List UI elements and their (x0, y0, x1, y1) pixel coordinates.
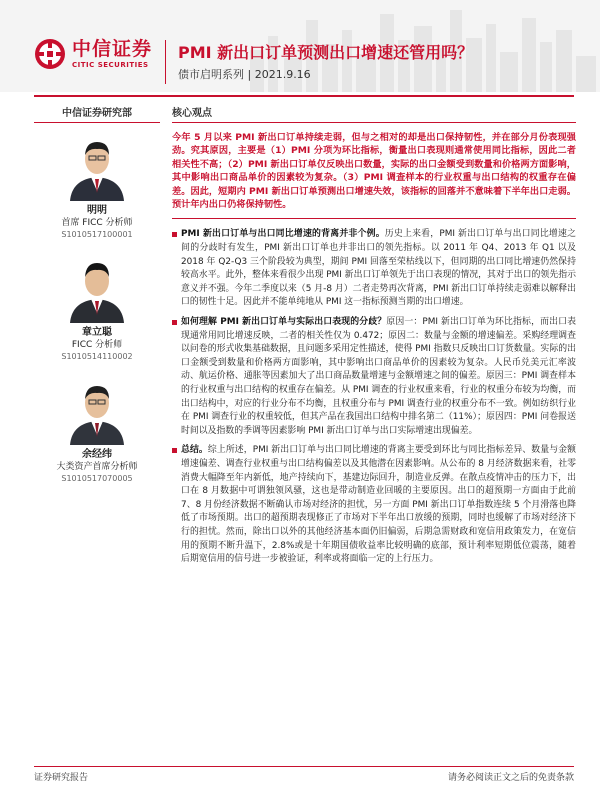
analyst-license: S1010517100001 (61, 230, 133, 239)
analyst-photo (62, 253, 132, 323)
main-content (172, 104, 576, 573)
paragraph-lead: PMI 新出口订单与出口同比增速的背离并非个例。 (181, 229, 385, 240)
section-title: 核心观点 (172, 108, 212, 119)
analyst-name: 章立聪 (82, 327, 112, 338)
section-rule (172, 122, 576, 123)
logo-chinese-name: 中信证券 (72, 38, 153, 60)
analyst-role: 大类资产首席分析师 (56, 462, 138, 472)
footer-report-type: 证券研究报告 (34, 773, 89, 783)
analyst-role: 首席 FICC 分析师 (61, 218, 133, 228)
key-points-abstract: 今年 5 月以来 PMI 新出口订单持续走弱，但与之相对的却是出口保持韧性，并在部分月份表现强劲。究其原因，主要是（1）PMI 分项为环比指标，衡量出口表现则通常使用同比指标，因此二者相关性不高；（2）PMI 新出口订单仅反映出口数量，实际的出口金额受到数量和价格两方面影响，其中影响出口商品单价的因素较为复杂。（3）PMI 调查样本的行业权重与出口结构的权重存在偏差。因此，短期内 PMI 新出口订单预测出口增速失效，该指标的回落并不意味着下半年出口走弱。预计年内出口仍将保持韧性。 (172, 132, 576, 211)
footer-rule (34, 766, 574, 767)
analyst-photo (62, 375, 132, 445)
analyst-license: S1010514110002 (61, 352, 133, 361)
analyst-column (34, 104, 160, 485)
header-red-rule (34, 95, 574, 97)
body-paragraph (172, 228, 576, 310)
paragraph-text: 综上所述，PMI 新出口订单与出口同比增速的背离主要受到环比与同比指标差异、数量与金额增速偏差、调查行业权重与出口结构偏差以及其他潜在因素影响。从公布的 8 月经济数据来看，社零消费大幅降至年内新低，地产持续向下，基建边际回升，制造业反弹。在散点疫情冲击的压力下，出口在 8 月数据中可谓独领风骚，这也是带动制造业回暖的主要原因。出口的超预期一方面由于此前 7、8 月份经济数据不断确认市场对经济的担忧，另一方面 PMI 新出口订单指数连续 5 个月滑落也降低了市场预期。出口的超预期表现修正了市场对下半年出口放缓的预期，同时也缓解了市场对经济下行的担忧。然而，除出口以外的其他经济基本面仍旧偏弱，后期急需财政和宽信用政策发力，在宽信用的预期不断升温下，2.8%或是十年期国债收益率比较明确的底部，预计利率短期低位震荡，随着后期宽信用的信号进一步被验证，利率或将面临一定的上行压力。 (181, 445, 577, 565)
header-divider (165, 40, 166, 84)
logo-english-name: CITIC SECURITIES (72, 61, 149, 69)
analyst-role: FICC 分析师 (71, 340, 123, 350)
paragraph-lead: 总结。 (181, 445, 208, 456)
footer-disclaimer: 请务必阅读正文之后的免责条款 (447, 773, 574, 783)
citic-logo-icon (34, 38, 66, 70)
analyst-name: 明明 (87, 205, 107, 216)
analyst-license: S1010517070005 (61, 474, 133, 483)
abstract-rule (172, 218, 576, 219)
bullet-square-icon (172, 232, 177, 237)
report-header (0, 0, 600, 92)
bullet-square-icon (172, 320, 177, 325)
paragraph-text: 原因一：PMI 新出口订单为环比指标，而出口表现通常用同比增速反映，二者的相关性仅为 0.472；原因二：数量与金额的增速偏差。采购经理调查以问卷的形式收集基础数据，且问题多采用定性描述，使得 PMI 指数只反映出口订货数量。实际的出口金额受到数量和价格两方面影响，其中影响出口商品单价的因素较为复杂。人民币兑美元汇率波动、航运价格、通胀等因素加大了出口商品数量增速与金额增速之间的偏差。原因三：PMI 调查样本的行业权重与出口结构的权重存在偏差。从 PMI 调查的行业权重来看，行业的权重分布较为均衡，而出口结构中，对应的行业分布不均衡，且权重分布与 PMI 调查行业的权重分布不一致。例如纺织行业在 PMI 调查行业的权重较低，但其产品在我国出口结构中排名第二（11%）；原因四：PMI 问卷报送时间以及指数的季调等因素影响 PMI 新出口订单与出口实际增速出现偏差。 (181, 317, 576, 436)
department-name: 中信证券研究部 (62, 108, 132, 119)
analyst-photo (62, 131, 132, 201)
paragraph-text: 历史上来看，PMI 新出口订单与出口同比增速之间的分歧时有发生，PMI 新出口订单也并非出口的领先指标。以 2011 年 Q4、2013 年 Q1 以及 2018 年 Q2-Q3 三个阶段较为典型，期间 PMI 回落至荣枯线以下，但同期的出口同比增速仍然保持较高水平。此外，整体来看很少出现 PMI 新出口订单领先于出口表现的情况，其对于出口的领先指示意义并不强。今年二季度以来（5 月-8 月）二者走势再次背离，PMI 新出口订单持续走弱难以解释出口的韧性十足。因此并不能单纯地从 PMI 这一指标预测当期的出口增速。 (181, 229, 576, 308)
bullet-square-icon (172, 448, 177, 453)
analyst-name: 余经纬 (82, 449, 112, 460)
body-paragraph (172, 316, 576, 438)
body-paragraph (172, 444, 576, 566)
analyst-card (34, 253, 160, 363)
report-title: PMI 新出口订单预测出口增速还管用吗？ (178, 43, 474, 62)
department-rule (34, 122, 160, 123)
report-series-date: 债市启明系列 | 2021.9.16 (178, 68, 311, 81)
paragraph-lead: 如何理解 PMI 新出口订单与实际出口表现的分歧？ (181, 317, 387, 327)
analyst-card (34, 131, 160, 241)
citic-logo (34, 38, 152, 70)
analyst-card (34, 375, 160, 485)
